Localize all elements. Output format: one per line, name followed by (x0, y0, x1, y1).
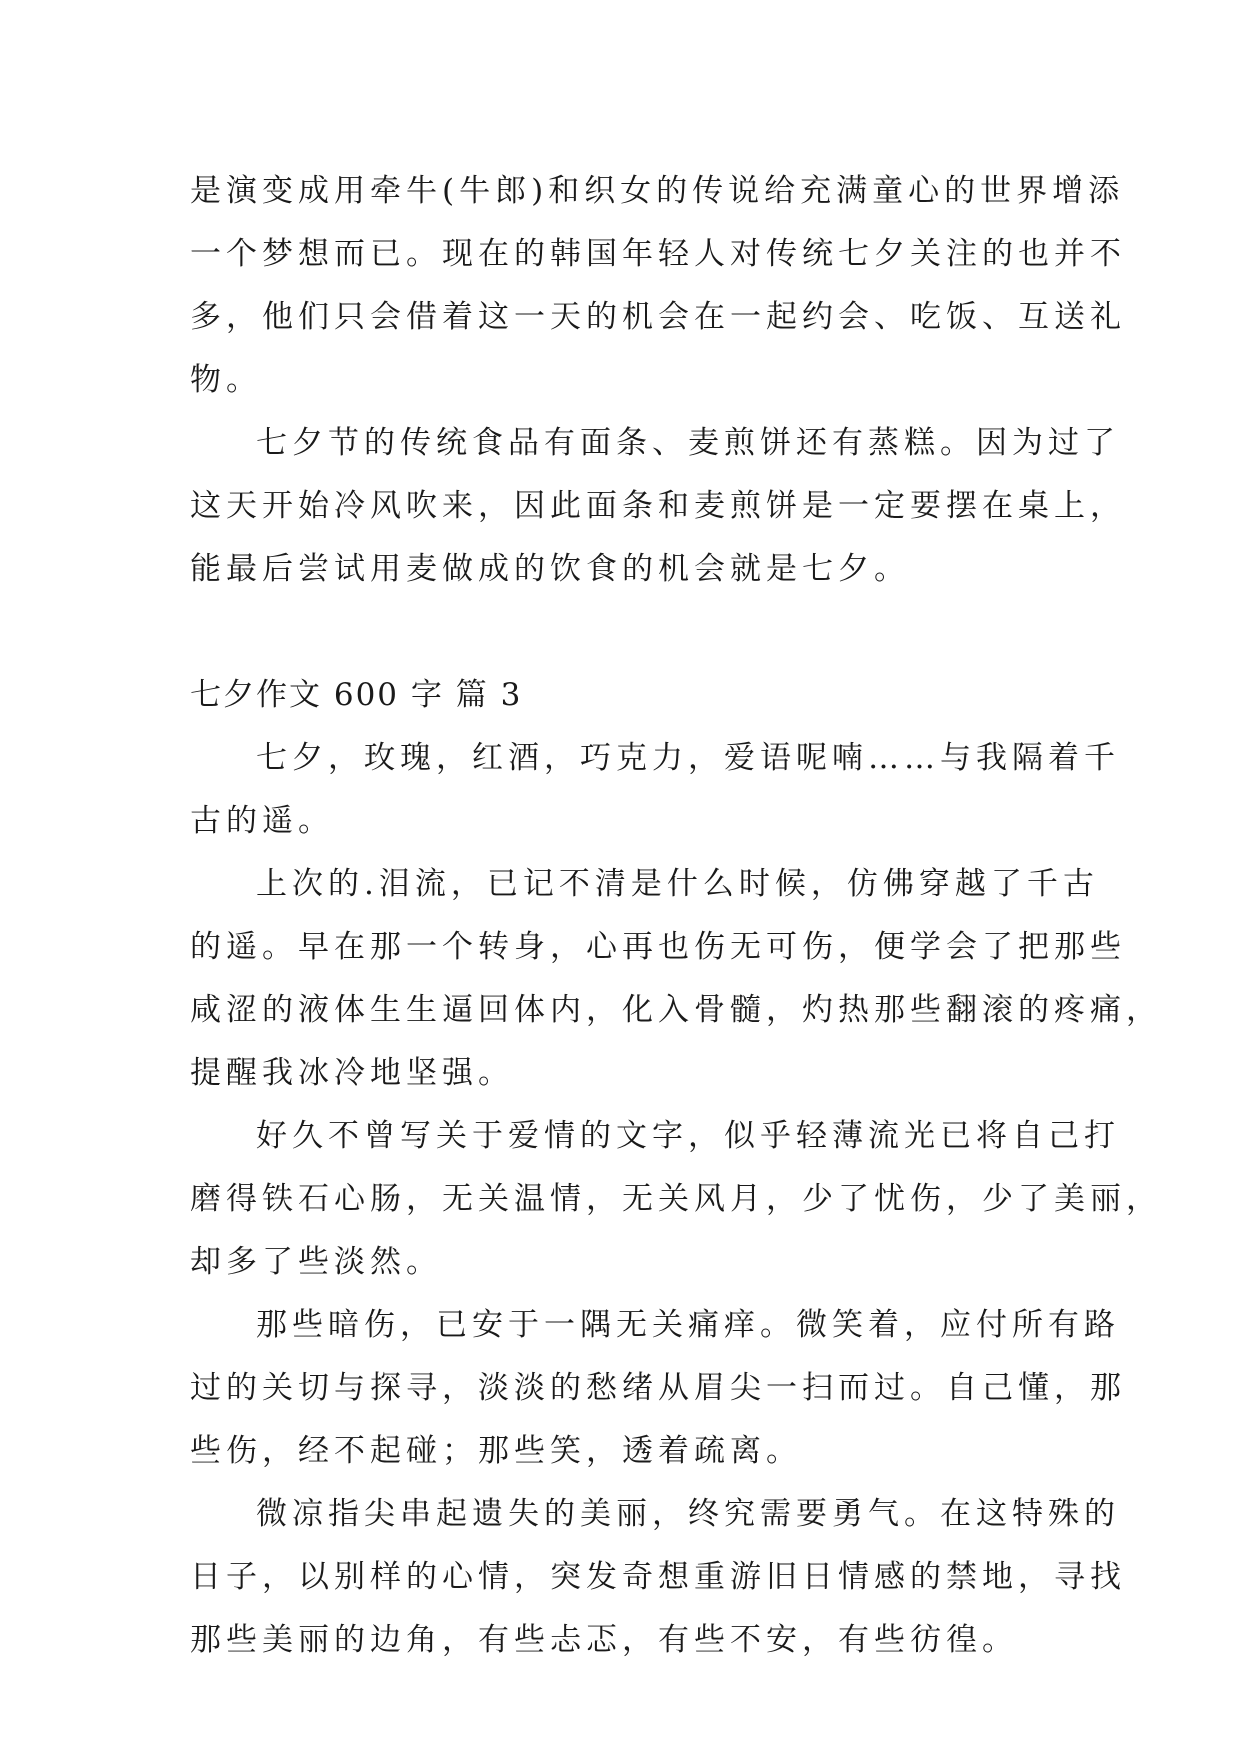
text-line: 古的遥。 (190, 803, 334, 839)
text-line: 多，他们只会借着这一天的机会在一起约会、吃饭、互送礼 (190, 299, 1126, 335)
text-line: 好久不曾写关于爱情的文字，似乎轻薄流光已将自己打 (256, 1118, 1120, 1154)
text-line: 上次的.泪流，已记不清是什么时候，仿佛穿越了千古 (256, 866, 1099, 902)
text-line: 咸涩的液体生生逼回体内，化入骨髓，灼热那些翻滚的疼痛， (190, 992, 1162, 1028)
text-line: 那些美丽的边角，有些忐忑，有些不安，有些彷徨。 (190, 1622, 1018, 1658)
paragraph-7 (190, 1483, 1126, 1672)
text-line: 这天开始冷风吹来，因此面条和麦煎饼是一定要摆在桌上， (190, 488, 1126, 524)
text-line: 些伤，经不起碰；那些笑，透着疏离。 (190, 1433, 802, 1469)
text-line: 那些暗伤，已安于一隅无关痛痒。微笑着，应付所有路 (256, 1307, 1120, 1343)
text-line: 是演变成用牵牛(牛郎)和织女的传说给充满童心的世界增添 (190, 173, 1125, 209)
text-line: 微凉指尖串起遗失的美丽，终究需要勇气。在这特殊的 (256, 1496, 1120, 1532)
text-line: 七夕节的传统食品有面条、麦煎饼还有蒸糕。因为过了 (256, 425, 1120, 461)
section-heading: 七夕作文 600 字 篇 3 (190, 677, 523, 713)
text-line: 的遥。早在那一个转身，心再也伤无可伤，便学会了把那些 (190, 929, 1126, 965)
text-line: 提醒我冰冷地坚强。 (190, 1055, 514, 1091)
paragraph-4 (190, 853, 1162, 1105)
text-line: 物。 (190, 362, 262, 398)
text-line: 磨得铁石心肠，无关温情，无关风月，少了忧伤，少了美丽， (190, 1181, 1162, 1217)
section-spacer (190, 601, 1050, 664)
paragraph-2 (190, 412, 1126, 601)
text-line: 七夕，玫瑰，红酒，巧克力，爱语呢喃……与我隔着千 (256, 740, 1120, 776)
document-body (190, 160, 1162, 1672)
paragraph-5 (190, 1105, 1162, 1294)
text-line: 一个梦想而已。现在的韩国年轻人对传统七夕关注的也并不 (190, 236, 1126, 272)
text-line: 过的关切与探寻，淡淡的愁绪从眉尖一扫而过。自己懂，那 (190, 1370, 1126, 1406)
paragraph-3 (190, 727, 1120, 853)
text-line: 能最后尝试用麦做成的饮食的机会就是七夕。 (190, 551, 910, 587)
text-line: 日子，以别样的心情，突发奇想重游旧日情感的禁地，寻找 (190, 1559, 1126, 1595)
paragraph-6 (190, 1294, 1126, 1483)
text-line: 却多了些淡然。 (190, 1244, 442, 1280)
paragraph-1 (190, 160, 1126, 412)
